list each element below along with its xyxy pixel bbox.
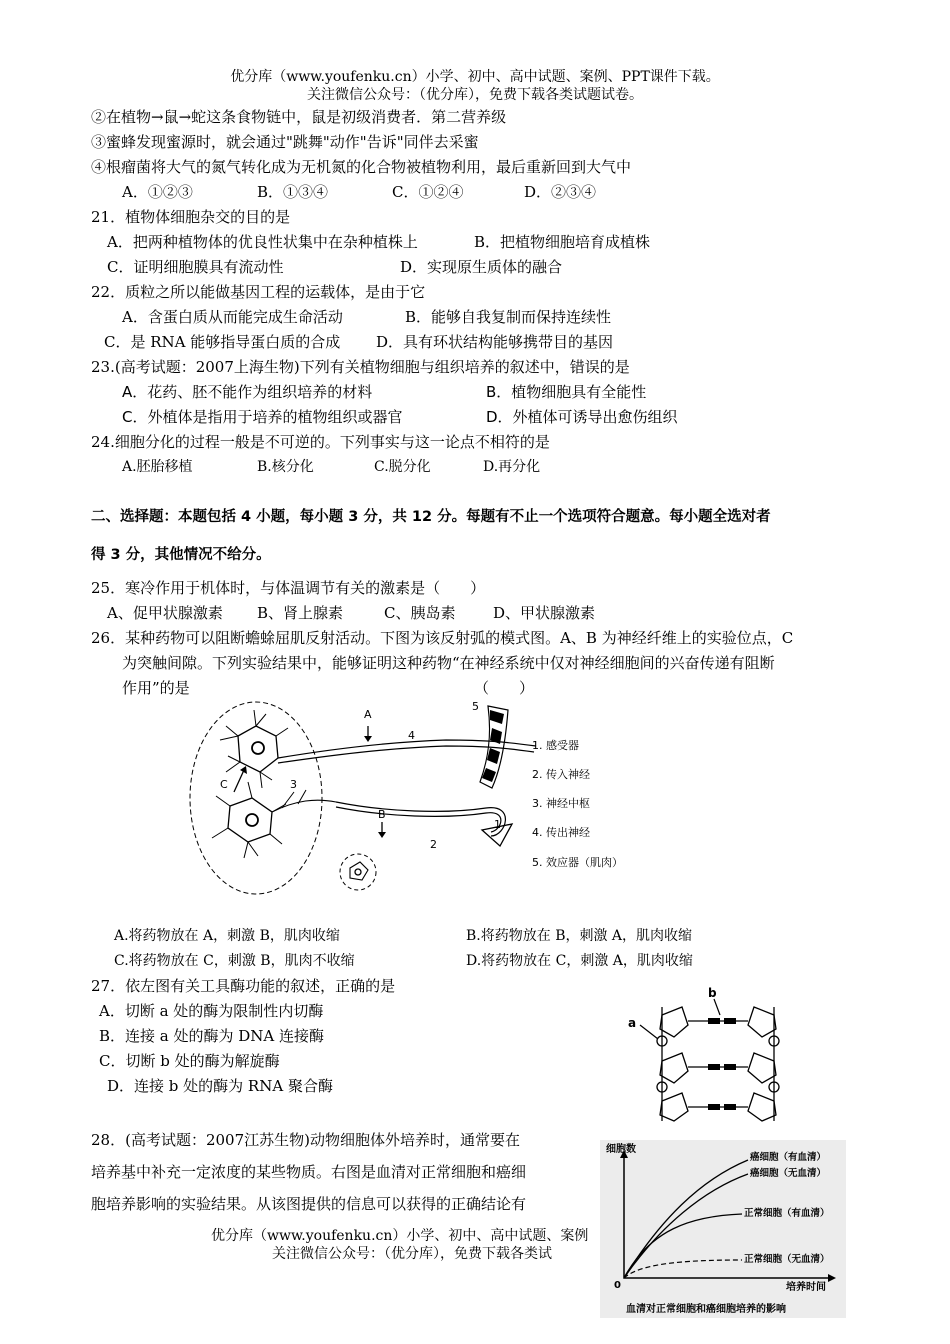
footer-line-1: 优分库（www.youfenku.cn）小学、初中、高中试题、案例: [211, 1228, 589, 1244]
nerve-center-outline: [190, 702, 322, 894]
q23-option-b: B．植物细胞具有全能性: [486, 383, 647, 401]
q28-stem-1: 动物细胞体外培养时，通常要在: [309, 1131, 520, 1149]
q26-option-a: A.将药物放在 A，刺激 B，肌肉收缩: [114, 928, 340, 944]
q28-stem-line-3: 胞培养影响的实验结果。从该图提供的信息可以获得的正确结论有: [91, 1195, 527, 1213]
q27-option-a: A．切断 a 处的酶为限制性内切酶: [99, 1002, 324, 1020]
legend-receptor: 1. 感受器: [532, 739, 579, 752]
reflex-arc-diagram: [186, 696, 656, 918]
q26-option-d: D.将药物放在 C，刺激 A，肌肉收缩: [466, 953, 693, 969]
arrow-c: [234, 770, 244, 792]
q28-stem-line-2: 培养基中补充一定浓度的某些物质。右图是血清对正常细胞和癌细: [91, 1163, 527, 1181]
legend-efferent: 4. 传出神经: [532, 826, 590, 839]
q20-statement-3: ③蜜蜂发现蜜源时，就会通过"跳舞"动作"告诉"同伴去采蜜: [91, 133, 479, 151]
q28-number: 28．: [91, 1131, 126, 1149]
q20-option-b: B．①③④: [257, 183, 329, 201]
q25-stem: 25．寒冷作用于机体时，与体温调节有关的激素是（ ）: [91, 579, 486, 597]
q27-option-d: D．连接 b 处的酶为 RNA 聚合酶: [107, 1077, 333, 1095]
q20-statement-4: ④根瘤菌将大气的氮气转化成为无机氮的化合物被植物利用，最后重新回到大气中: [91, 158, 632, 176]
q21-stem: 21．植物体细胞杂交的目的是: [91, 208, 291, 226]
q23-option-a: A．花药、胚不能作为组织培养的材料: [122, 383, 373, 401]
q21-option-b: B．把植物细胞培育成植株: [474, 233, 651, 251]
q20-option-a: A．①②③: [122, 183, 193, 201]
label-a: A: [364, 708, 372, 721]
pointer-a: [640, 1025, 658, 1039]
series-label-cancer-no-serum: 癌细胞（无血清）: [750, 1168, 827, 1179]
curve-cancer-no-serum: [624, 1174, 748, 1278]
q25-option-c: C、胰岛素: [384, 604, 456, 622]
q23-source-tag: (高考试题：2007上海生物): [114, 358, 300, 376]
q24-option-c: C.脱分化: [374, 459, 431, 475]
label-4: 4: [408, 729, 415, 742]
label-5: 5: [472, 700, 479, 713]
label-b: b: [708, 986, 717, 1000]
dna-structure-diagram: [624, 985, 792, 1125]
legend-effector: 5. 效应器（肌肉）: [532, 856, 623, 869]
q23-option-c: C．外植体是指用于培养的植物组织或器官: [122, 408, 403, 426]
graph-y-label: 细胞数: [606, 1144, 636, 1155]
q25-option-d: D、甲状腺激素: [493, 604, 596, 622]
graph-x-label: 培养时间: [786, 1282, 826, 1293]
q22-option-b: B．能够自我复制而保持连续性: [405, 308, 612, 326]
q21-option-c: C．证明细胞膜具有流动性: [107, 258, 284, 276]
label-c: C: [220, 778, 228, 791]
lower-neuron: [212, 782, 336, 858]
q20-statement-2: ②在植物→鼠→蛇这条食物链中，鼠是初级消费者．第二营养级: [91, 108, 507, 126]
graph-caption: 血清对正常细胞和癌细胞培养的影响: [626, 1304, 786, 1315]
serum-effect-graph: [600, 1140, 846, 1318]
q26-stem-line-2: 为突触间隙。下列实验结果中，能够证明这种药物“在神经系统中仅对神经细胞间的兴奋传递有阻断: [122, 654, 775, 672]
graph-origin: 0: [614, 1280, 621, 1291]
q26-stem-line-1: 26．某种药物可以阻断蟾蜍屈肌反射活动。下图为该反射弧的模式图。A、B 为神经纤维上的实验位点，C: [91, 629, 794, 647]
legend-center: 3. 神经中枢: [532, 797, 590, 810]
q22-stem: 22．质粒之所以能做基因工程的运载体，是由于它: [91, 283, 426, 301]
interneuron-outline: [340, 854, 376, 890]
header-line-1: 优分库（www.youfenku.cn）小学、初中、高中试题、案例、PPT课件下载。: [230, 69, 720, 85]
label-3: 3: [290, 778, 297, 791]
series-label-normal-serum: 正常细胞（有血清）: [744, 1208, 830, 1219]
q22-option-a: A．含蛋白质从而能完成生命活动: [122, 308, 343, 326]
header-line-2: 关注微信公众号：（优分库），免费下载各类试题试卷。: [307, 87, 643, 103]
q22-option-d: D．具有环状结构能够携带目的基因: [376, 333, 614, 351]
q28-source-tag: (高考试题：2007江苏生物): [125, 1131, 310, 1149]
q28-stem-line-1: [91, 1129, 520, 1151]
q23-number: 23.: [91, 358, 115, 376]
curve-normal-no-serum: [624, 1260, 742, 1278]
series-label-normal-no-serum: 正常细胞（无血清）: [744, 1254, 830, 1265]
legend-afferent: 2. 传入神经: [532, 768, 590, 781]
q27-stem: 27．依左图有关工具酶功能的叙述，正确的是: [91, 977, 396, 995]
q24-stem: 24.细胞分化的过程一般是不可逆的。下列事实与这一论点不相符的是: [91, 433, 550, 451]
label-b: B: [378, 808, 386, 821]
q24-option-b: B.核分化: [257, 459, 314, 475]
q24-option-d: D.再分化: [483, 459, 541, 475]
q20-option-d: D．②③④: [524, 183, 597, 201]
q20-option-c: C．①②④: [392, 183, 464, 201]
q21-option-a: A．把两种植物体的优良性状集中在杂种植株上: [107, 233, 418, 251]
q23-option-d: D．外植体可诱导出愈伤组织: [486, 408, 678, 426]
q25-option-b: B、肾上腺素: [257, 604, 344, 622]
q26-answer-paren: （ ）: [474, 679, 535, 697]
series-label-cancer-serum: 癌细胞（有血清）: [750, 1152, 827, 1163]
label-2: 2: [430, 838, 437, 851]
afferent-nerve-fiber: [336, 802, 505, 836]
footer-line-2: 关注微信公众号：（优分库），免费下载各类试: [272, 1246, 552, 1262]
q26-option-b: B.将药物放在 B，刺激 A，肌肉收缩: [466, 928, 693, 944]
q27-option-b: B．连接 a 处的酶为 DNA 连接酶: [99, 1027, 325, 1045]
label-1: 1: [494, 818, 501, 831]
q23-stem: 下列有关植物细胞与组织培养的叙述中，错误的是: [299, 358, 630, 376]
pointer-b: [714, 999, 720, 1015]
q27-option-c: C．切断 b 处的酶为解旋酶: [99, 1052, 280, 1070]
q26-stem-line-3: 作用”的是: [122, 679, 190, 697]
section-2-heading-cont: 得 3 分，其他情况不给分。: [91, 547, 271, 563]
section-2-heading: 二、选择题：本题包括 4 小题，每小题 3 分，共 12 分。每题有不止一个选项符合题意。每小题全选对者: [91, 509, 771, 525]
q21-option-d: D．实现原生质体的融合: [400, 258, 563, 276]
q25-option-a: A、促甲状腺激素: [107, 604, 223, 622]
label-a: a: [628, 1016, 637, 1030]
q23-stem-line: [91, 356, 630, 378]
q24-option-a: A.胚胎移植: [122, 459, 193, 475]
q26-option-c: C.将药物放在 C，刺激 B，肌肉不收缩: [114, 953, 355, 969]
q22-option-c: C．是 RNA 能够指导蛋白质的合成: [104, 333, 341, 351]
